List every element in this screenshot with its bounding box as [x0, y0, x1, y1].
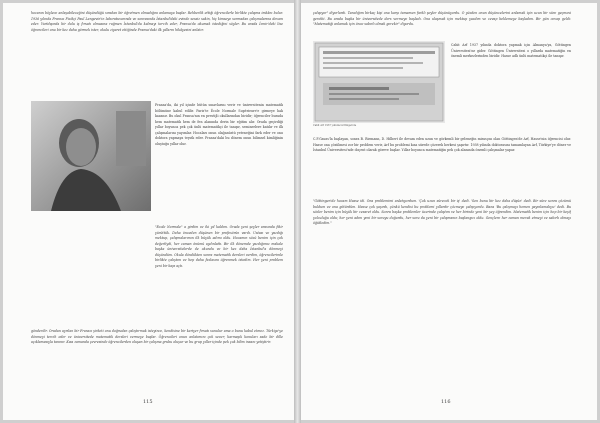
photo-caption: Cahit Arf 1937 yılında Göttingen'de	[313, 124, 357, 127]
portrait-image	[31, 101, 151, 211]
right-quote: "Göttingen'de hocam Hasse idi. Ona problemimi anlatıyordum. 'Çok uzun sürecek bir iş' dedi. 'Sen bunu bir kez daha düşün' dedi. Bir süre sonra çözümü buldum ve ona götürdüm. Hasse çok şaşırdı, çünkü kendisi bu problemi yıllardır çözmeye çalışıyordu. Bana 'Bu çalışmayı hemen yayınlamalıyız' dedi. Bu sözler benim için büyük bir cesaret oldu. Sonra başka problemler üzerinde çalıştım ve her birinde yeni bir şey öğrendim. Matematik benim için hep bir keşif yolculuğu oldu; her yeni adım yeni bir soruyu doğurdu, her soru da yeni bir çalışmanın başlangıcı oldu. Gençlere her zaman merak etmeyi ve sabırlı olmayı öğütledim."	[313, 199, 571, 226]
page-number-left: 115	[143, 399, 153, 405]
left-quote: "École Normale" a girdim ve iki yıl kaldım. Orada yeni şeyler arasında fikir yürüttük. Daha önceden düşünen bir profesörün vardı. Ustası ve yazdığı mektup, çalışmalarımın ilk büyük adımı oldu. Hocamın sözü benim için çok değerliydi, her zaman önümü aydınlattı. Bir ilk dönemde yazdığımız makale başka üniversitelerde de okundu ve bir kez daha İstanbul'a dönmeyi düşündüm. Okula döndükten sonra matematik dersleri verdim, öğrencilerimle birlikte çalıştım ve hep daha fazlasını öğrenmek istedim. Her yeni problem yeni bir kapı açtı.	[155, 225, 283, 268]
right-body-paragraph: C.F.Gauss'la başlayan, sonra B. Riemann, D. Hilbert ile devam eden uzun ve görkemli bir geleneğin mirasçısı olan Göttingen'de Arf, Hasse'nin öğrencisi olur. Hasse ona çözülmesi zor bir problem verir, Arf bu problemi kısa sürede çözerek herkesi şaşırtır. 1938 yılında doktorasını tamamlayan Arf, Türkiye'ye döner ve İstanbul Üniversitesi'nde doçent olarak göreve başlar. Yıllar boyunca matematiğin pek çok alanında önemli çalışmalar yapar.	[313, 137, 571, 153]
left-page	[3, 3, 294, 420]
right-side-paragraph: Cahit Arf 1937 yılında doktora yapmak için Almanya'ya, Göttingen Üniversitesi'ne gider. Göttingen Üniversitesi o yıllarda matematiğin en önemli merkezlerinden biridir. Hasse adlı ünlü matematikçi ile tanışır.	[451, 43, 571, 59]
book-gutter	[294, 0, 301, 423]
right-page	[301, 3, 597, 420]
document-image	[313, 41, 445, 123]
left-top-paragraph: hocanın böylece anlaşabileceğini düşündüğü sıradan bir öğretmen olmadığını anlamaya başlar. Rehberlik ettiği öğrencilerle birlikte çalışma imkânı bulur. 1936 yılında Fransız Fizikçi Paul Langevin'in laboratuvarında ve sonrasında İstanbul'daki evinde sessiz sakin, hiç kimseye sormadan çalışmalarına devam eder. Yurtdışında bir dolu iş fırsatı olmasına rağmen İstanbul'da kalmayı tercih eder, Fransa'da okumak istediğini söyler. Bu arada İzmir'deki lise öğrencileri onu bir kez daha görmek ister, okulu ziyaret ettiğinde Fransa'daki ilk yılların hikâyesini anlatır.	[31, 11, 283, 32]
page-number-right: 116	[441, 399, 451, 405]
right-top-paragraph: çalışıyor" diyorlardı. Tanıdığım birkaç kişi ona karşı tamamen farklı şeyler düşünüyordu. O yüzden onun düşüncelerini anlamak için uzun bir süre geçmesi gerekti. Bu arada başka bir üniversitede ders vermeye başladı. Ona ulaşmak için mektup yazdım ve cevap beklemeye başladım. Bir gün cevap geldi: "Matematiği anlamak için önce sabırlı olmak gerekir" diyordu.	[313, 11, 571, 27]
left-bottom-paragraph: gönderilir. Oradan ayrılan bir Fransız şirketi onu doğrudan çalıştırmak isteyince, kendisine bir kariyer fırsatı sunulur ama o bunu kabul etmez. Türkiye'ye dönmeyi tercih eder ve üniversitede matematik dersleri vermeye başlar. Öğrencileri onun anlatımını çok sever; karmaşık konuları sade bir dille açıklamasıyla tanınır. Kısa zamanda çevresinde öğrencilerden oluşan bir çalışma grubu oluşur ve bu grup yıllar içinde pek çok bilim insanı yetiştirir.	[31, 329, 283, 345]
portrait-photo	[31, 101, 151, 211]
document-photo	[313, 41, 445, 123]
left-side-paragraph: Fransa'da, iki yıl içinde bütün sınavlarını verir ve üniversitenin matematik bölümüne kabul edilir. Paris'te École Normale Supérieure'e girmeye hak kazanır. Bu okul Fransa'nın en prestijli okullarından biridir; öğrenciler burada hem matematik hem de fen alanında derin bir eğitim alır. Orada geçirdiği yıllar boyunca pek çok ünlü matematikçi ile tanışır, seminerlere katılır ve ilk çalışmalarını yayımlar. Hocaları onun olağanüstü yeteneğini fark eder ve onu doktora yapmaya teşvik eder. Fransa'daki bu dönem onun bilimsel kimliğinin oluştuğu yıllar olur.	[155, 103, 283, 146]
